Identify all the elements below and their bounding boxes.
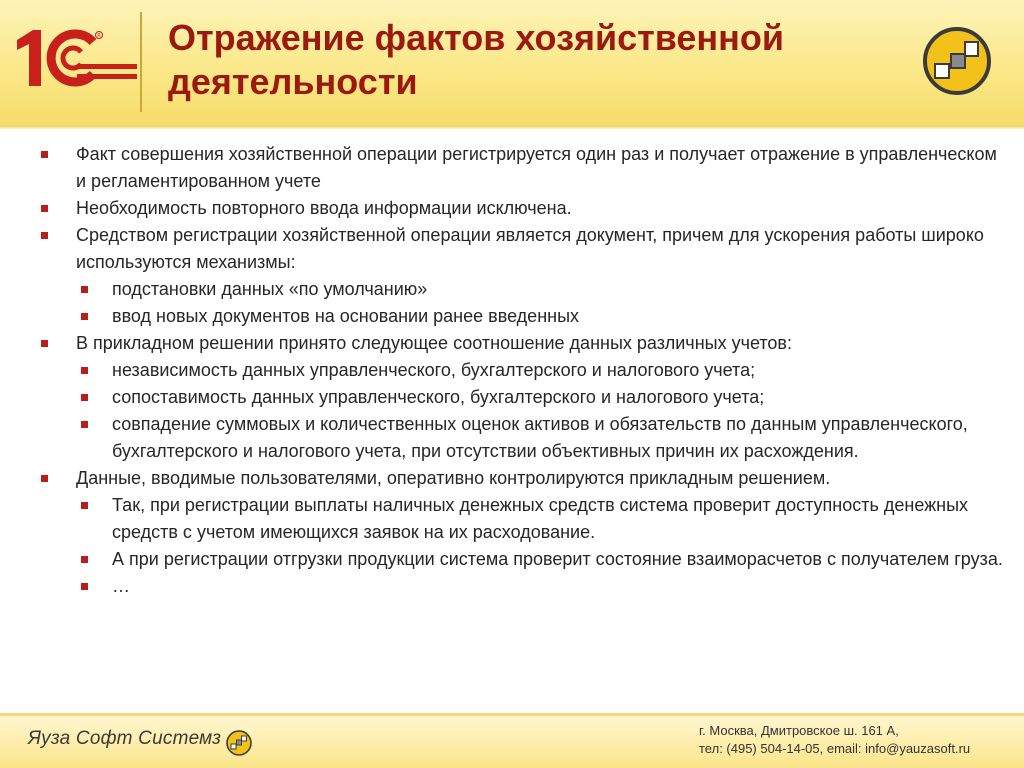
list-item-text: Необходимость повторного ввода информации исключена. [76,198,572,218]
list-subitem [36,492,1006,546]
list-item-text: Средством регистрации хозяйственной операции является документ, причем для ускорения работы широко используются механизмы: [76,225,984,272]
address-line: г. Москва, Дмитровское ш. 161 А, [699,723,899,738]
list-item [36,465,1006,492]
list-item-text: А при регистрации отгрузки продукции система проверит состояние взаиморасчетов с получателем груза. [112,549,1003,569]
phone-email-line: тел: (495) 504-14-05, email: info@yauzasoft.ru [699,741,971,756]
list-subitem [36,573,1006,600]
bullet-marker [41,205,48,212]
list-item-text: совпадение суммовых и количественных оценок активов и обязательств по данным управленческого, бухгалтерского и налогового учета, при отсутствии объективных причин их расхождения. [112,414,968,461]
bullet-marker [81,367,88,374]
list-item [36,222,1006,276]
header-divider [0,125,1024,129]
list-item-text: подстановки данных «по умолчанию» [112,279,428,299]
bullet-marker [81,502,88,509]
list-subitem [36,546,1006,573]
1c-logo [15,26,140,90]
bullet-list [36,141,1006,600]
slide-title: Отражение фактов хозяйственной деятельности [168,17,785,102]
list-item-text: ввод новых документов на основании ранее введенных [112,306,580,326]
bullet-marker [41,475,48,482]
list-subitem [36,276,1006,303]
bullet-marker [81,421,88,428]
list-subitem [36,384,1006,411]
list-item-text: Данные, вводимые пользователями, оперативно контролируются прикладным решением. [76,468,831,488]
bullet-marker [41,232,48,239]
company-name: Яуза Софт Системз [28,728,222,749]
svg-text:R: R [97,33,101,39]
bullet-marker [41,151,48,158]
list-item [36,195,1006,222]
list-subitem [36,357,1006,384]
list-subitem [36,411,1006,465]
bullet-marker [81,556,88,563]
list-item-text: Факт совершения хозяйственной операции регистрируется один раз и получает отражение в управленческом и регламентированном учете [76,144,997,191]
bullet-marker [81,286,88,293]
contact-info [699,722,970,758]
list-item-text: Так, при регистрации выплаты наличных денежных средств система проверит доступность денежных средств с учетом имеющихся заявок на их расходование. [112,495,969,542]
list-item-text: сопоставимость данных управленческого, бухгалтерского и налогового учета; [112,387,765,407]
list-item [36,141,1006,195]
bullet-marker [81,394,88,401]
header-vertical-line [140,12,142,112]
list-item-text: независимость данных управленческого, бухгалтерского и налогового учета; [112,360,756,380]
squares-emblem-icon [922,26,992,96]
list-subitem [36,303,1006,330]
company-logo-icon [226,730,252,756]
bullet-marker [81,583,88,590]
bullet-marker [41,340,48,347]
list-item-text: … [112,576,130,596]
list-item [36,330,1006,357]
list-item-text: В прикладном решении принято следующее соотношение данных различных учетов: [76,333,792,353]
bullet-marker [81,313,88,320]
